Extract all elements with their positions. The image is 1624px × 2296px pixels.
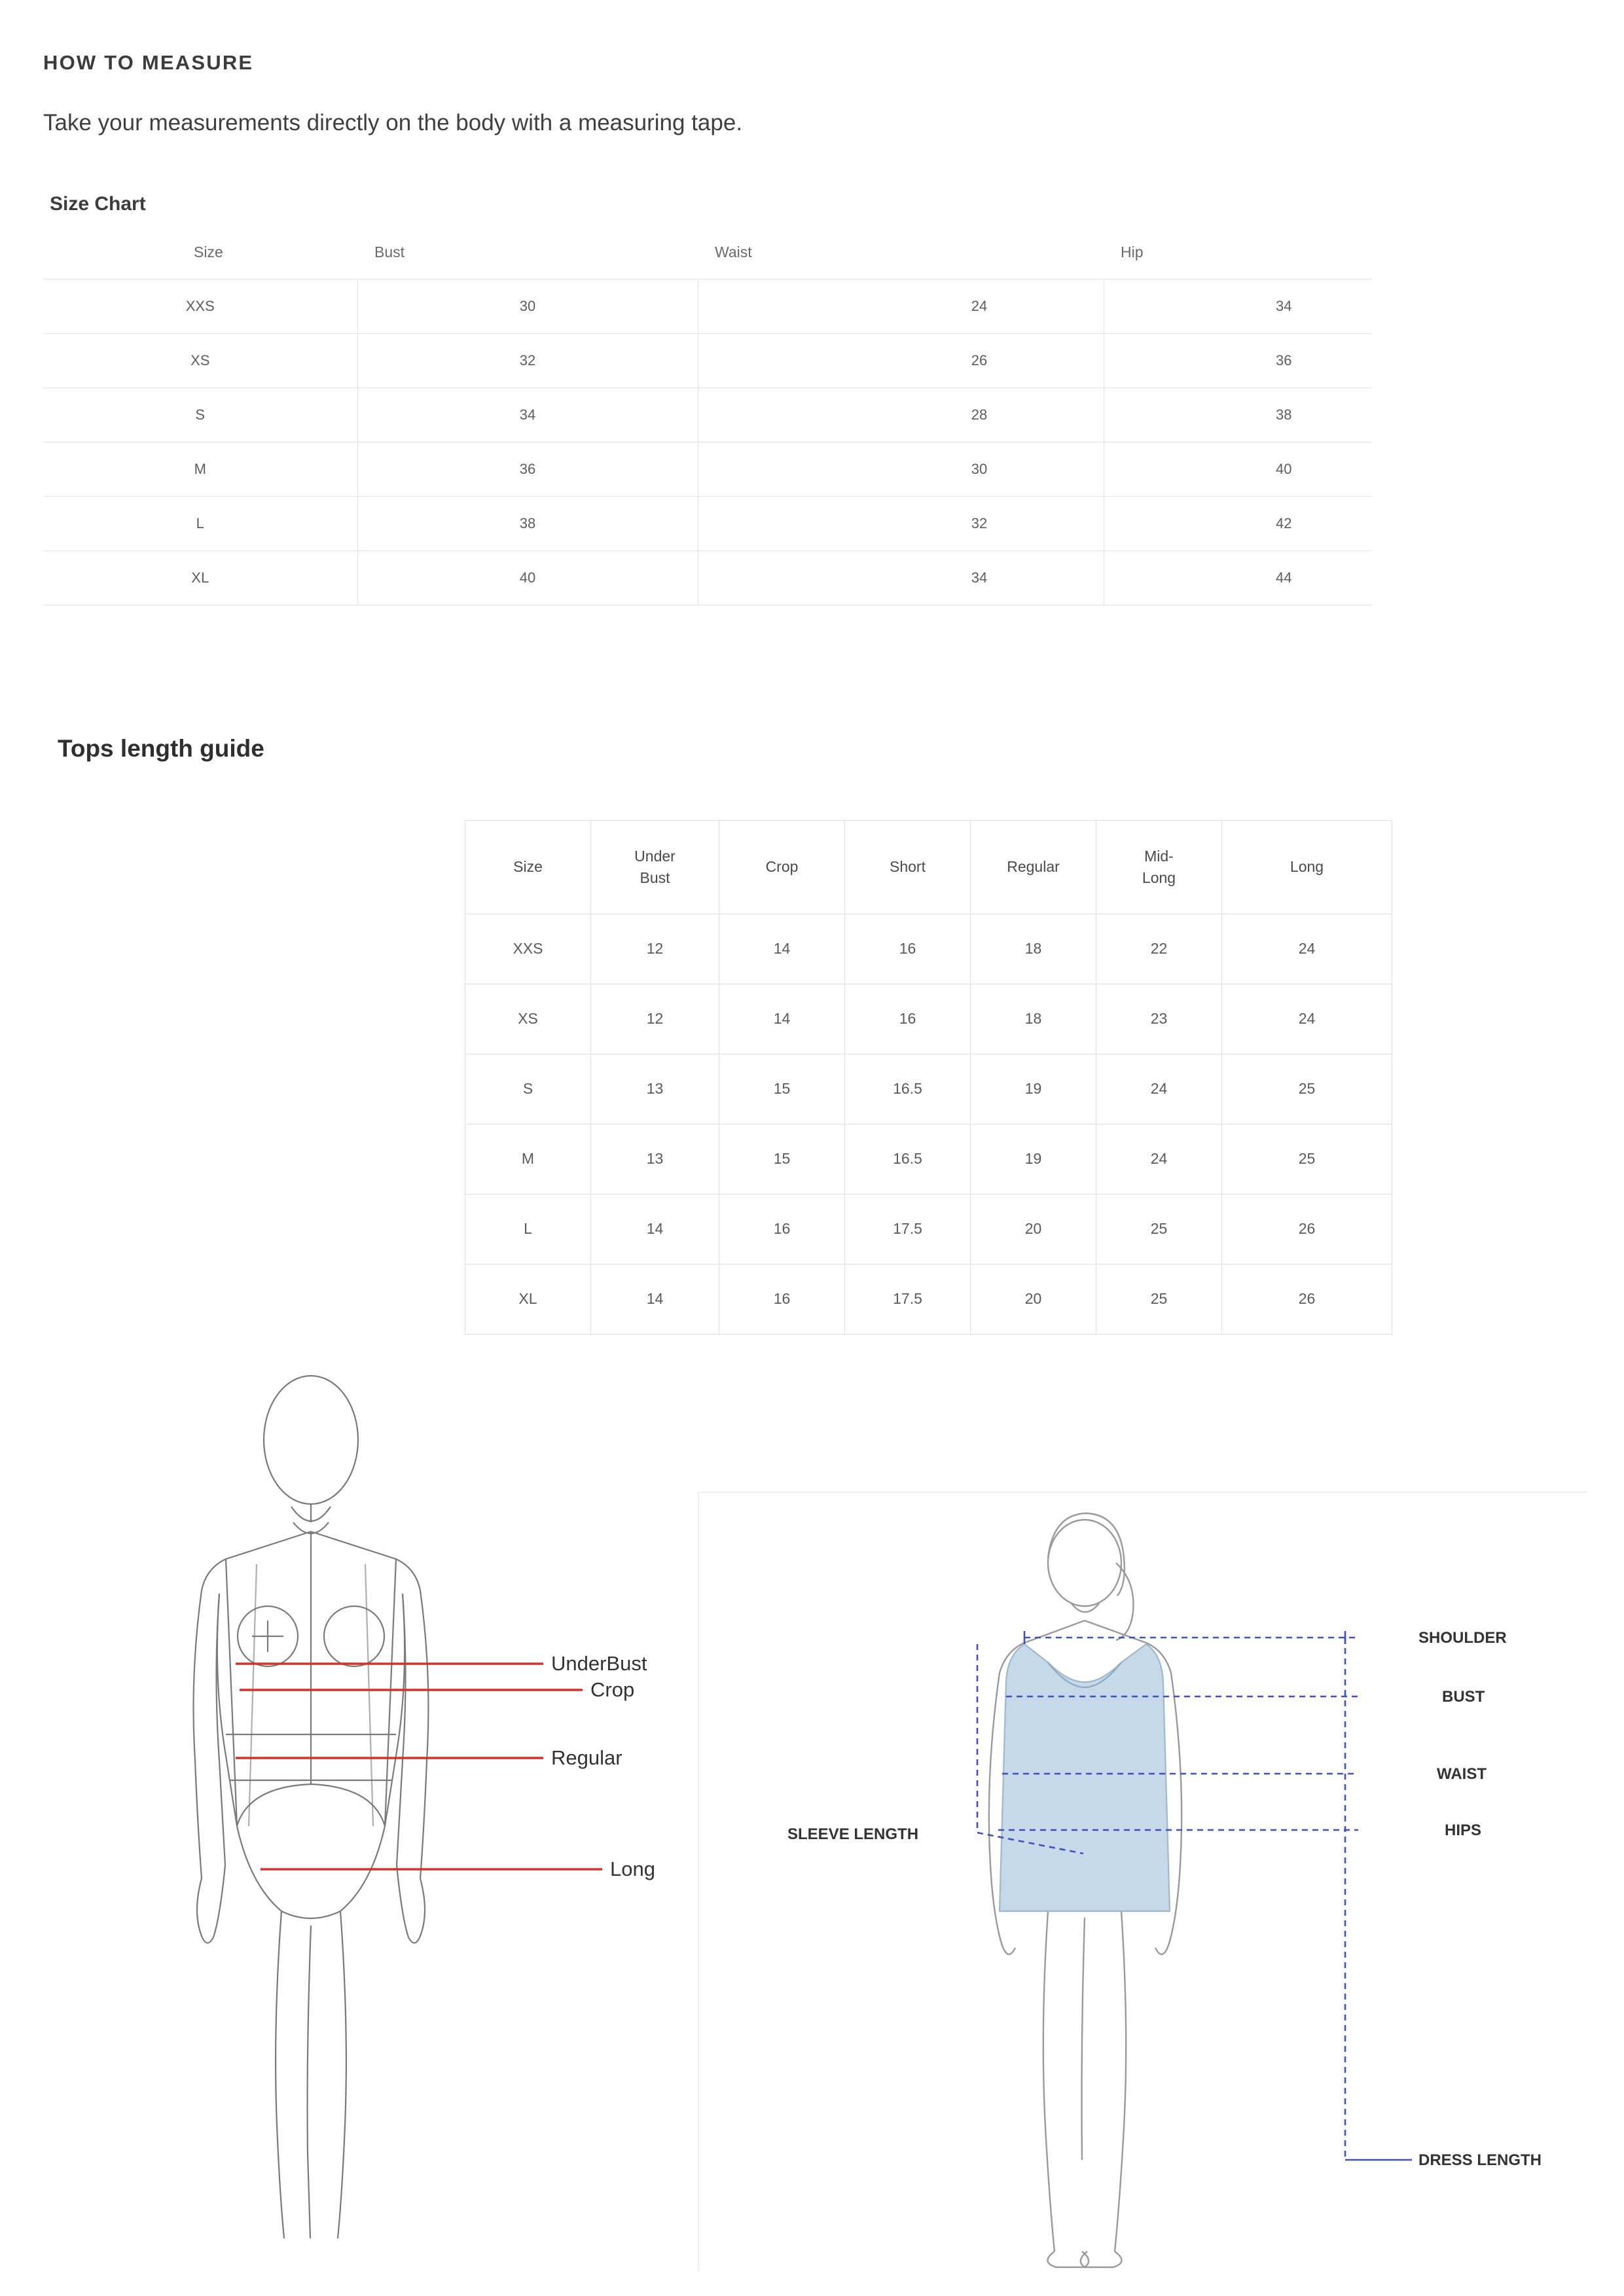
table-row bbox=[465, 914, 1392, 984]
cell-bust: 36 bbox=[357, 442, 698, 497]
cell-crop: 16 bbox=[719, 1194, 845, 1265]
cell-size: XL bbox=[43, 551, 357, 605]
garment-shape bbox=[1000, 1644, 1170, 1911]
cell-bust: 30 bbox=[357, 279, 698, 334]
cell-hip: 42 bbox=[1104, 497, 1372, 551]
cell-size: XL bbox=[465, 1265, 591, 1335]
cell-regular: 19 bbox=[971, 1054, 1096, 1124]
cell-long: 24 bbox=[1222, 984, 1392, 1054]
column-header-size: Size bbox=[465, 821, 591, 914]
label-shoulder: SHOULDER bbox=[1418, 1629, 1507, 1647]
cell-mid-long: 24 bbox=[1096, 1124, 1222, 1194]
tops-length-table bbox=[465, 820, 1392, 1335]
table-row bbox=[43, 551, 1372, 605]
table-row bbox=[465, 1124, 1392, 1194]
page-subtitle: Take your measurements directly on the body with a measuring tape. bbox=[43, 110, 743, 135]
cell-waist: 24 bbox=[698, 279, 1104, 334]
cell-size: XXS bbox=[465, 914, 591, 984]
tops-length-figure bbox=[85, 1368, 740, 2238]
column-header-mid-long: Mid- Long bbox=[1096, 821, 1222, 914]
table-row bbox=[43, 497, 1372, 551]
dress-measure-figure bbox=[684, 1466, 1600, 2284]
cell-regular: 20 bbox=[971, 1194, 1096, 1265]
cell-waist: 26 bbox=[698, 334, 1104, 388]
column-header-waist: Waist bbox=[698, 225, 1104, 279]
page-title: HOW TO MEASURE bbox=[43, 51, 254, 74]
figures-section bbox=[0, 1348, 1624, 2265]
label-hips: HIPS bbox=[1445, 1821, 1482, 1839]
table-row bbox=[43, 334, 1372, 388]
cell-hip: 38 bbox=[1104, 388, 1372, 442]
cell-mid-long: 22 bbox=[1096, 914, 1222, 984]
table-row bbox=[43, 442, 1372, 497]
dress-measure-svg bbox=[684, 1466, 1600, 2284]
cell-long: 25 bbox=[1222, 1054, 1392, 1124]
cell-size: XS bbox=[465, 984, 591, 1054]
label-dress-length: DRESS LENGTH bbox=[1418, 2151, 1542, 2169]
cell-hip: 44 bbox=[1104, 551, 1372, 605]
cell-waist: 32 bbox=[698, 497, 1104, 551]
cell-hip: 34 bbox=[1104, 279, 1372, 334]
cell-under-bust: 12 bbox=[591, 914, 719, 984]
cell-crop: 14 bbox=[719, 984, 845, 1054]
cell-size: L bbox=[465, 1194, 591, 1265]
cell-hip: 40 bbox=[1104, 442, 1372, 497]
cell-short: 16 bbox=[845, 914, 971, 984]
cell-mid-long: 23 bbox=[1096, 984, 1222, 1054]
cell-short: 16 bbox=[845, 984, 971, 1054]
cell-long: 25 bbox=[1222, 1124, 1392, 1194]
cell-hip: 36 bbox=[1104, 334, 1372, 388]
cell-under-bust: 14 bbox=[591, 1194, 719, 1265]
cell-under-bust: 12 bbox=[591, 984, 719, 1054]
body-outline bbox=[194, 1376, 429, 2238]
column-header-hip: Hip bbox=[1104, 225, 1372, 279]
table-row bbox=[43, 388, 1372, 442]
cell-mid-long: 24 bbox=[1096, 1054, 1222, 1124]
label-sleeve-length: SLEEVE LENGTH bbox=[787, 1825, 919, 1843]
cell-crop: 14 bbox=[719, 914, 845, 984]
table-row bbox=[465, 984, 1392, 1054]
column-header-under-bust: Under Bust bbox=[591, 821, 719, 914]
cell-size: L bbox=[43, 497, 357, 551]
cell-regular: 19 bbox=[971, 1124, 1096, 1194]
cell-short: 17.5 bbox=[845, 1194, 971, 1265]
label-long: Long bbox=[610, 1857, 655, 1880]
cell-bust: 38 bbox=[357, 497, 698, 551]
cell-regular: 18 bbox=[971, 914, 1096, 984]
cell-bust: 34 bbox=[357, 388, 698, 442]
cell-crop: 16 bbox=[719, 1265, 845, 1335]
column-header-long: Long bbox=[1222, 821, 1392, 914]
size-chart-heading: Size Chart bbox=[50, 193, 146, 215]
cell-long: 24 bbox=[1222, 914, 1392, 984]
cell-short: 17.5 bbox=[845, 1265, 971, 1335]
column-header-crop: Crop bbox=[719, 821, 845, 914]
cell-long: 26 bbox=[1222, 1194, 1392, 1265]
length-guide-labels bbox=[551, 1652, 655, 1880]
cell-bust: 40 bbox=[357, 551, 698, 605]
table-row bbox=[465, 1194, 1392, 1265]
column-header-size: Size bbox=[43, 225, 357, 279]
cell-waist: 30 bbox=[698, 442, 1104, 497]
cell-size: XS bbox=[43, 334, 357, 388]
cell-short: 16.5 bbox=[845, 1054, 971, 1124]
cell-size: S bbox=[43, 388, 357, 442]
tops-length-heading: Tops length guide bbox=[58, 735, 264, 762]
label-crop: Crop bbox=[590, 1678, 635, 1701]
cell-under-bust: 13 bbox=[591, 1124, 719, 1194]
cell-crop: 15 bbox=[719, 1124, 845, 1194]
cell-crop: 15 bbox=[719, 1054, 845, 1124]
label-underbust: UnderBust bbox=[551, 1652, 647, 1675]
label-regular: Regular bbox=[551, 1746, 623, 1769]
cell-bust: 32 bbox=[357, 334, 698, 388]
cell-regular: 20 bbox=[971, 1265, 1096, 1335]
cell-size: S bbox=[465, 1054, 591, 1124]
column-header-bust: Bust bbox=[357, 225, 698, 279]
cell-size: M bbox=[43, 442, 357, 497]
size-chart-table bbox=[43, 225, 1372, 605]
cell-under-bust: 13 bbox=[591, 1054, 719, 1124]
table-header-row bbox=[465, 821, 1392, 914]
cell-waist: 28 bbox=[698, 388, 1104, 442]
cell-size: XXS bbox=[43, 279, 357, 334]
length-guide-lines bbox=[236, 1664, 602, 1869]
table-row bbox=[465, 1054, 1392, 1124]
cell-short: 16.5 bbox=[845, 1124, 971, 1194]
cell-waist: 34 bbox=[698, 551, 1104, 605]
cell-mid-long: 25 bbox=[1096, 1194, 1222, 1265]
table-row bbox=[43, 279, 1372, 334]
cell-under-bust: 14 bbox=[591, 1265, 719, 1335]
cell-mid-long: 25 bbox=[1096, 1265, 1222, 1335]
cell-long: 26 bbox=[1222, 1265, 1392, 1335]
cell-regular: 18 bbox=[971, 984, 1096, 1054]
cell-size: M bbox=[465, 1124, 591, 1194]
table-header-row bbox=[43, 225, 1372, 279]
label-bust: BUST bbox=[1442, 1688, 1485, 1706]
column-header-regular: Regular bbox=[971, 821, 1096, 914]
table-row bbox=[465, 1265, 1392, 1335]
croquis-svg bbox=[85, 1368, 740, 2238]
column-header-short: Short bbox=[845, 821, 971, 914]
label-waist: WAIST bbox=[1437, 1765, 1487, 1783]
